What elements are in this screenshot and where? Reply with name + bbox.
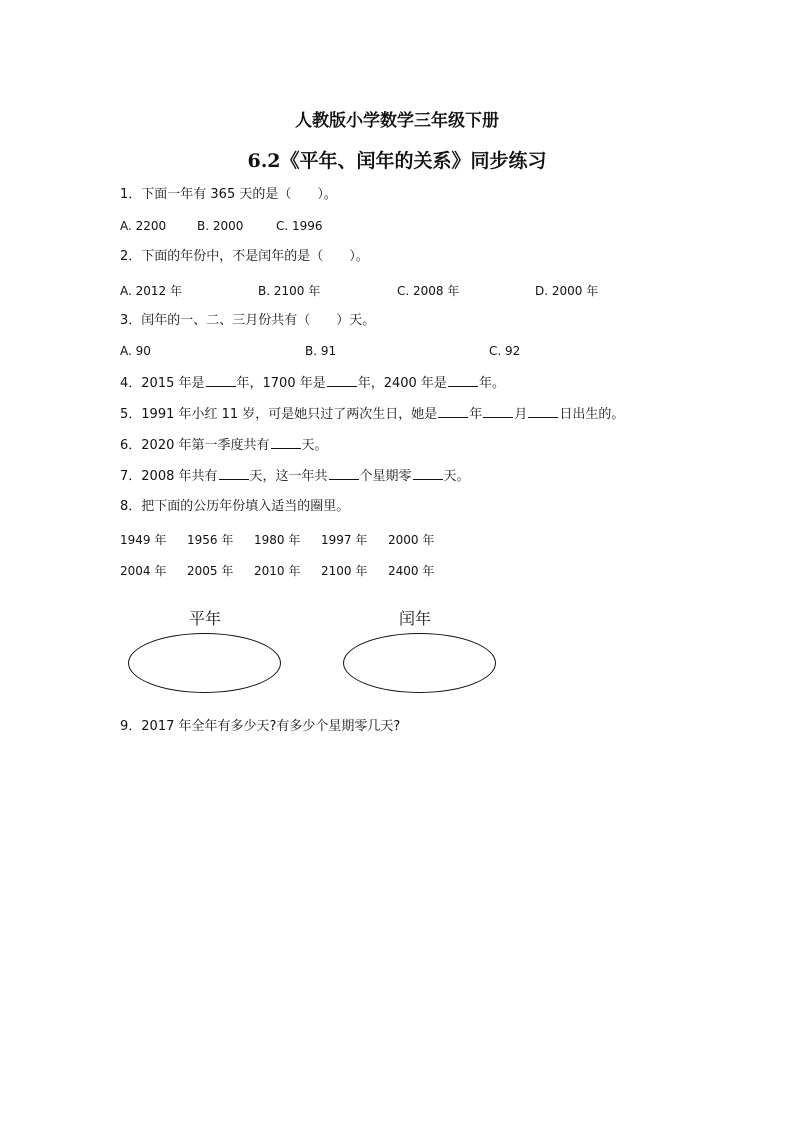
answer-blank[interactable]: [327, 374, 357, 387]
year-item: 1956 年: [187, 533, 234, 547]
year-item: 2004 年: [120, 564, 167, 578]
answer-blank[interactable]: [483, 405, 513, 418]
answer-blank[interactable]: [438, 405, 468, 418]
question-1-option-b: B. 2000: [197, 219, 244, 233]
question-1-stem: 1．下面一年有 365 天的是（ ）。: [120, 187, 337, 202]
question-5-part-2: 年: [469, 407, 483, 422]
question-5-part-1: 5．1991 年小红 11 岁，可是她只过了两次生日，她是: [120, 407, 438, 422]
question-2-option-b: B. 2100 年: [258, 284, 321, 298]
question-5: [120, 405, 624, 424]
common-year-ellipse[interactable]: [128, 633, 281, 693]
leap-year-ellipse[interactable]: [343, 633, 496, 693]
answer-blank[interactable]: [528, 405, 558, 418]
answer-blank[interactable]: [206, 374, 236, 387]
question-6: [120, 436, 328, 455]
year-item: 2100 年: [321, 564, 368, 578]
question-6-part-2: 天。: [301, 438, 328, 453]
answer-blank[interactable]: [271, 436, 301, 449]
answer-blank[interactable]: [329, 467, 359, 480]
page-subtitle: 6.2《平年、闰年的关系》同步练习: [247, 150, 547, 172]
year-item: 2000 年: [388, 533, 435, 547]
question-2-option-a: A. 2012 年: [120, 284, 182, 298]
answer-blank[interactable]: [448, 374, 478, 387]
year-item: 2005 年: [187, 564, 234, 578]
question-1-option-a: A. 2200: [120, 219, 167, 233]
question-7-part-3: 个星期零: [359, 469, 412, 484]
year-item: 1949 年: [120, 533, 167, 547]
question-3-stem: 3．闰年的一、二、三月份共有（ ）天。: [120, 313, 376, 328]
question-4-part-4: 年。: [478, 376, 505, 391]
question-3-option-a: A. 90: [120, 344, 151, 358]
question-2-option-c: C. 2008 年: [397, 284, 460, 298]
question-7: [120, 467, 470, 486]
question-4-part-2: 年，1700 年是: [236, 376, 326, 391]
page-title: 人教版小学数学三年级下册: [295, 111, 499, 131]
year-item: 2010 年: [254, 564, 301, 578]
question-7-part-1: 7．2008 年共有: [120, 469, 218, 484]
question-1-option-c: C. 1996: [276, 219, 323, 233]
question-7-part-2: 天，这一年共: [249, 469, 328, 484]
question-2-stem: 2．下面的年份中，不是闰年的是（ ）。: [120, 249, 369, 264]
year-item: 2400 年: [388, 564, 435, 578]
ellipse-label-common-year: 平年: [189, 609, 222, 628]
answer-blank[interactable]: [413, 467, 443, 480]
question-5-part-3: 月: [514, 407, 528, 422]
question-4-part-3: 年，2400 年是: [357, 376, 447, 391]
question-5-part-4: 日出生的。: [559, 407, 625, 422]
question-8-stem: 8．把下面的公历年份填入适当的圈里。: [120, 499, 350, 514]
question-4: [120, 374, 505, 393]
question-6-part-1: 6．2020 年第一季度共有: [120, 438, 270, 453]
question-3-option-c: C. 92: [489, 344, 521, 358]
question-9-stem: 9．2017 年全年有多少天?有多少个星期零几天?: [120, 719, 401, 734]
year-item: 1980 年: [254, 533, 301, 547]
question-3-option-b: B. 91: [305, 344, 337, 358]
year-item: 1997 年: [321, 533, 368, 547]
answer-blank[interactable]: [219, 467, 249, 480]
question-7-part-4: 天。: [443, 469, 470, 484]
ellipse-label-leap-year: 闰年: [399, 609, 432, 628]
question-4-part-1: 4．2015 年是: [120, 376, 205, 391]
question-2-option-d: D. 2000 年: [535, 284, 599, 298]
